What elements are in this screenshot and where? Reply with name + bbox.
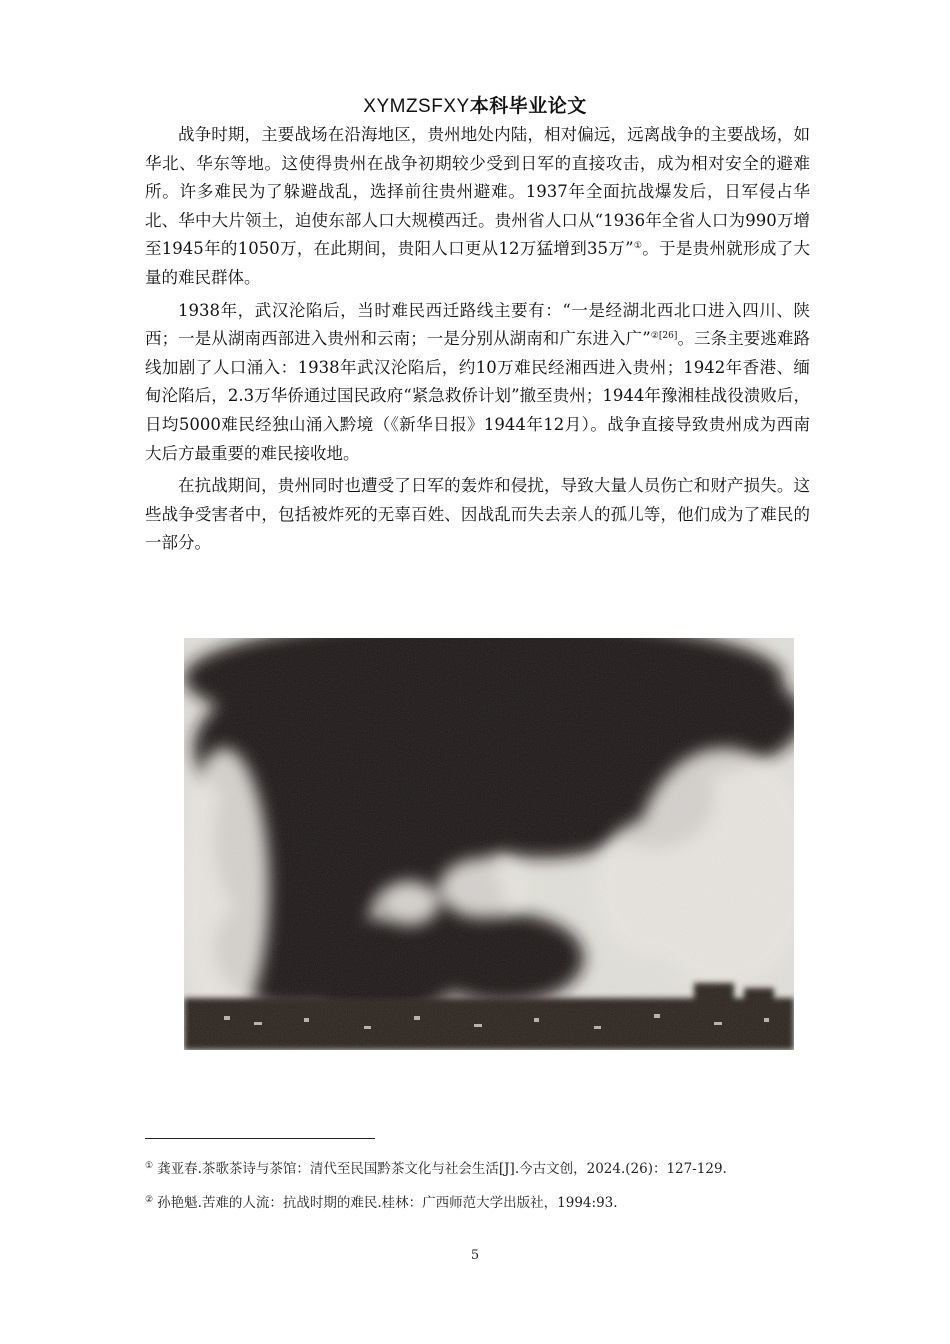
footnote-1-mark: ① (145, 1161, 154, 1171)
running-header (0, 93, 950, 120)
footnote-2 (145, 1189, 810, 1215)
header-title: 本科毕业论文 (469, 95, 587, 117)
footnote-ref-2[interactable]: ②[26] (650, 331, 678, 342)
paragraph-1-text: 战争时期，主要战场在沿海地区，贵州地处内陆，相对偏远，远离战争的主要战场，如华北、华东等地。这使得贵州在战争初期较少受到日军的直接攻击，成为相对安全的避难所。许多难民为了躲避战乱，选择前往贵州避难。1937年全面抗战爆发后，日军侵占华北、华中大片领土，迫使东部人口大规模西迁。贵州省人口从“1936年全省人口为990万增至1945年的1050万，在此期间，贵阳人口更从12万猛增到35万” (145, 125, 810, 259)
paragraph-1 (145, 121, 810, 293)
body-text (145, 121, 810, 562)
header-latin: XYMZSFXY (363, 96, 470, 117)
footnote-2-text: 孙艳魁.苦难的人流：抗战时期的难民.桂林：广西师范大学出版社，1994:93. (157, 1195, 618, 1211)
footnotes (145, 1155, 810, 1223)
paragraph-2-text: 1938年，武汉沦陷后，当时难民西迁路线主要有：“一是经湖北西北口进入四川、陕西；一是从湖南西部进入贵州和云南；一是分别从湖南和广东进入广” (145, 300, 810, 349)
footnote-1-text: 龚亚春.茶歌茶诗与茶馆：清代至民国黔茶文化与社会生活[J].今古文创，2024.(26)：127-129. (157, 1161, 727, 1177)
bombing-smoke-photo (184, 638, 794, 1050)
paragraph-1-text-end: 。于是贵州就形成了大量的难民群体。 (145, 239, 811, 287)
photo-image (184, 638, 794, 1050)
paragraph-2-text-end: 。三条主要逃难路线加剧了人口涌入：1938年武汉沦陷后，约10万难民经湘西进入贵州；1942年香港、缅甸沦陷后，2.3万华侨通过国民政府“紧急救侨计划”撤至贵州；1944年豫湘桂战役溃败后，日均5000难民经独山涌入黔境（《新华日报》1944年12月）。战争直接导致贵州成为西南大后方最重要的难民接收地。 (145, 329, 811, 463)
page-number: 5 (470, 1248, 480, 1263)
paragraph-3: 在抗战期间，贵州同时也遭受了日军的轰炸和侵扰，导致大量人员伤亡和财产损失。这些战争受害者中，包括被炸死的无辜百姓、因战乱而失去亲人的孤儿等，他们成为了难民的一部分。 (145, 476, 810, 553)
footnote-divider (145, 1138, 375, 1139)
footnote-2-mark: ② (145, 1195, 154, 1205)
paragraph-2 (145, 297, 810, 469)
footnote-ref-1[interactable]: ① (633, 241, 643, 252)
footnote-1 (145, 1155, 810, 1181)
